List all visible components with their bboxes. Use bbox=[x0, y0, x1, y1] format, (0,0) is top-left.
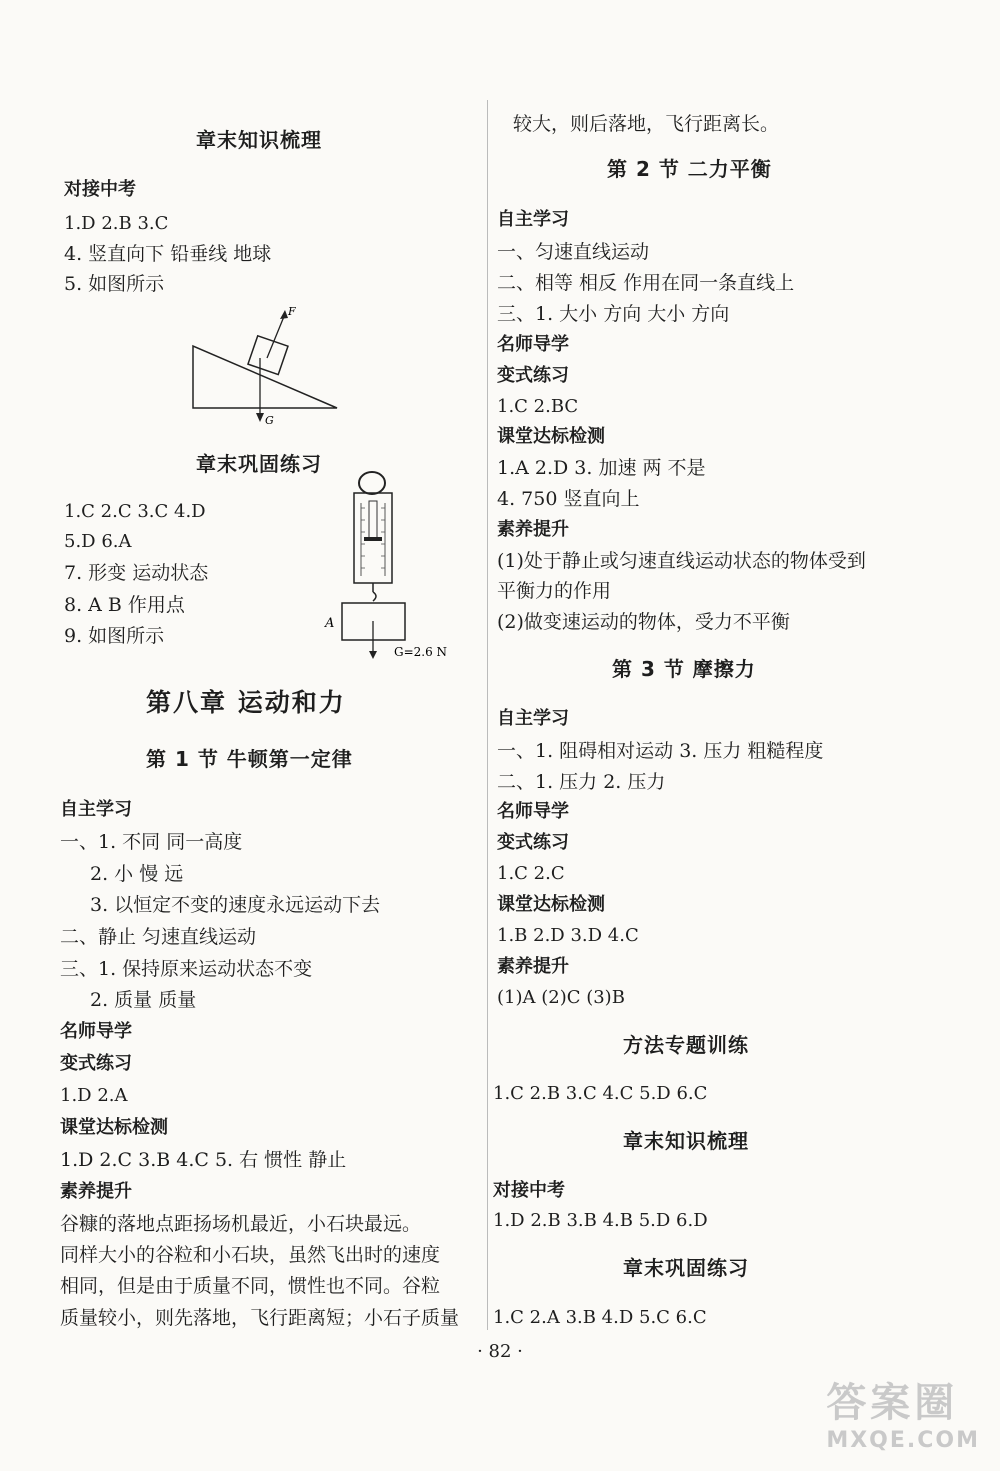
incline-force-diagram bbox=[185, 300, 350, 430]
paragraph-line: 质量较小，则先落地，飞行距离短；小石子质量 bbox=[60, 1307, 460, 1329]
subsection-heading: 课堂达标检测 bbox=[497, 894, 605, 915]
column-divider bbox=[487, 100, 488, 1330]
chapter-title: 第八章 运动和力 bbox=[146, 688, 346, 717]
watermark-url: MXQE.COM bbox=[826, 1428, 980, 1453]
section-heading: 方法专题训练 bbox=[623, 1033, 749, 1057]
answer-line: 1.C 2.C 3.C 4.D bbox=[64, 501, 206, 522]
answer-line: 1.B 2.D 3.D 4.C bbox=[497, 925, 639, 946]
answer-line: 1.D 2.B 3.B 4.B 5.D 6.D bbox=[493, 1210, 708, 1231]
answer-line: 二、静止 匀速直线运动 bbox=[60, 926, 257, 948]
answer-line: 9. 如图所示 bbox=[64, 625, 165, 647]
answer-line: 8. A B 作用点 bbox=[64, 594, 185, 616]
subsection-heading: 自主学习 bbox=[497, 209, 569, 230]
paragraph-line: (1)处于静止或匀速直线运动状态的物体受到 bbox=[497, 550, 866, 572]
answer-line: 4. 竖直向下 铅垂线 地球 bbox=[64, 243, 272, 265]
section-heading: 章末巩固练习 bbox=[196, 452, 322, 476]
subsection-heading: 自主学习 bbox=[60, 799, 132, 820]
answer-line: 5.D 6.A bbox=[64, 531, 132, 552]
answer-line: 一、1. 不同 同一高度 bbox=[60, 831, 243, 853]
paragraph-line: 较大，则后落地，飞行距离长。 bbox=[513, 113, 780, 135]
subsection-heading: 变式练习 bbox=[60, 1053, 132, 1074]
section-title: 第 1 节 牛顿第一定律 bbox=[146, 747, 353, 771]
subsection-heading: 变式练习 bbox=[497, 365, 569, 386]
answer-line: 1.D 2.C 3.B 4.C 5. 右 惯性 静止 bbox=[60, 1149, 347, 1171]
paragraph-line: 谷糠的落地点距扬场机最近，小石块最远。 bbox=[60, 1213, 422, 1235]
answer-line: 5. 如图所示 bbox=[64, 273, 165, 295]
answer-line: 3. 以恒定不变的速度永远运动下去 bbox=[90, 894, 381, 916]
answer-line: (1)A (2)C (3)B bbox=[497, 987, 625, 1008]
paragraph-line: 同样大小的谷粒和小石块，虽然飞出时的速度 bbox=[60, 1244, 441, 1266]
answer-line: 7. 形变 运动状态 bbox=[64, 562, 209, 584]
answer-line: 1.C 2.B 3.C 4.C 5.D 6.C bbox=[493, 1083, 708, 1104]
subsection-heading: 变式练习 bbox=[497, 832, 569, 853]
section-heading: 章末知识梳理 bbox=[196, 128, 322, 152]
answer-line: 1.D 2.B 3.C bbox=[64, 213, 169, 234]
answer-line: 1.C 2.C bbox=[497, 863, 565, 884]
subsection-heading: 素养提升 bbox=[497, 956, 569, 977]
answer-line: 三、1. 保持原来运动状态不变 bbox=[60, 958, 313, 980]
answer-line: 三、1. 大小 方向 大小 方向 bbox=[497, 303, 730, 325]
section-title: 第 3 节 摩擦力 bbox=[612, 657, 756, 681]
spring-scale-diagram bbox=[320, 468, 470, 663]
answer-line: 1.A 2.D 3. 加速 两 不是 bbox=[497, 457, 706, 479]
section-heading: 章末知识梳理 bbox=[623, 1129, 749, 1153]
answer-line: 二、相等 相反 作用在同一条直线上 bbox=[497, 272, 795, 294]
section-heading: 章末巩固练习 bbox=[623, 1256, 749, 1280]
subsection-heading: 名师导学 bbox=[60, 1021, 132, 1042]
answer-line: 2. 小 慢 远 bbox=[90, 863, 184, 885]
subsection-heading: 对接中考 bbox=[493, 1180, 565, 1201]
subsection-heading: 对接中考 bbox=[64, 179, 136, 200]
subsection-heading: 课堂达标检测 bbox=[497, 426, 605, 447]
gravity-value-label: G=2.6 N bbox=[394, 645, 448, 659]
answer-line: 2. 质量 质量 bbox=[90, 989, 197, 1011]
force-label: F bbox=[288, 305, 296, 318]
watermark-logo bbox=[826, 1371, 980, 1453]
answer-line: 一、1. 阻碍相对运动 3. 压力 粗糙程度 bbox=[497, 740, 824, 762]
subsection-heading: 课堂达标检测 bbox=[60, 1117, 168, 1138]
answer-line: 1.C 2.A 3.B 4.D 5.C 6.C bbox=[493, 1307, 707, 1328]
watermark-main: 答案圈 bbox=[826, 1380, 959, 1426]
paragraph-line: 相同，但是由于质量不同，惯性也不同。谷粒 bbox=[60, 1275, 441, 1297]
page-number: · 82 · bbox=[477, 1341, 523, 1362]
answer-line: 1.D 2.A bbox=[60, 1085, 128, 1106]
subsection-heading: 素养提升 bbox=[497, 519, 569, 540]
section-title: 第 2 节 二力平衡 bbox=[607, 157, 772, 181]
gravity-label: G bbox=[265, 414, 274, 427]
answer-line: 1.C 2.BC bbox=[497, 396, 579, 417]
paragraph-line: 平衡力的作用 bbox=[497, 580, 612, 602]
paragraph-line: (2)做变速运动的物体，受力不平衡 bbox=[497, 611, 790, 633]
subsection-heading: 自主学习 bbox=[497, 708, 569, 729]
answer-line: 一、匀速直线运动 bbox=[497, 241, 650, 263]
answer-line: 二、1. 压力 2. 压力 bbox=[497, 771, 666, 793]
subsection-heading: 名师导学 bbox=[497, 334, 569, 355]
subsection-heading: 名师导学 bbox=[497, 801, 569, 822]
subsection-heading: 素养提升 bbox=[60, 1181, 132, 1202]
answer-line: 4. 750 竖直向上 bbox=[497, 488, 640, 510]
block-label: A bbox=[325, 616, 335, 631]
